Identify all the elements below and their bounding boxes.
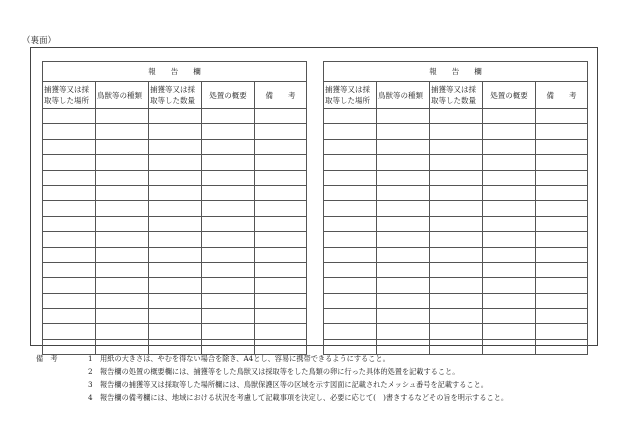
table-cell: [324, 155, 377, 170]
table-cell: [43, 293, 96, 308]
table-cell: [430, 262, 483, 277]
table-cell: [483, 293, 536, 308]
table-cell: [202, 170, 255, 185]
table-cell: [43, 124, 96, 139]
table-cell: [430, 185, 483, 200]
table-cell: [202, 109, 255, 124]
table-cell: [324, 247, 377, 262]
table-cell: [377, 216, 430, 231]
table-cell: [43, 201, 96, 216]
table-cell: [324, 324, 377, 339]
table-row: [324, 139, 588, 154]
table-cell: [377, 124, 430, 139]
table-row: [324, 170, 588, 185]
table-row: [43, 278, 307, 293]
header-species: 鳥獣等の種類: [96, 82, 149, 109]
table-cell: [483, 170, 536, 185]
table-cell: [536, 278, 588, 293]
table-cell: [483, 232, 536, 247]
table-cell: [430, 309, 483, 324]
table-cell: [43, 309, 96, 324]
table-cell: [149, 155, 202, 170]
table-cell: [377, 278, 430, 293]
note-text: 用紙の大きさは、やむを得ない場合を除き、A4とし、容易に携帯できるようにすること。: [100, 354, 390, 363]
table-cell: [149, 170, 202, 185]
table-cell: [43, 155, 96, 170]
table-cell: [255, 155, 307, 170]
table-row: [324, 124, 588, 139]
table-row: [43, 247, 307, 262]
table-cell: [43, 185, 96, 200]
table-row: [324, 232, 588, 247]
table-cell: [483, 124, 536, 139]
table-cell: [430, 232, 483, 247]
table-cell: [96, 293, 149, 308]
table-cell: [96, 201, 149, 216]
table-cell: [96, 309, 149, 324]
table-cell: [255, 124, 307, 139]
table-cell: [377, 232, 430, 247]
table-cell: [483, 201, 536, 216]
table-row: [324, 324, 588, 339]
table-cell: [149, 201, 202, 216]
table-row: [43, 201, 307, 216]
table-cell: [536, 247, 588, 262]
table-cell: [483, 262, 536, 277]
table-cell: [377, 324, 430, 339]
table-cell: [324, 232, 377, 247]
header-location: 捕獲等又は採取等した場所: [43, 82, 96, 109]
header-remarks: 備 考: [255, 82, 307, 109]
note-item: [36, 391, 508, 404]
table-cell: [96, 278, 149, 293]
table-cell: [255, 262, 307, 277]
table-cell: [377, 170, 430, 185]
table-cell: [483, 216, 536, 231]
table-cell: [430, 139, 483, 154]
header-disposition: 処置の概要: [202, 82, 255, 109]
note-item: [36, 352, 508, 365]
report-title: 報 告 欄: [324, 62, 588, 82]
header-disposition: 処置の概要: [483, 82, 536, 109]
table-cell: [149, 309, 202, 324]
table-cell: [324, 139, 377, 154]
table-cell: [43, 324, 96, 339]
table-cell: [430, 324, 483, 339]
table-cell: [377, 262, 430, 277]
table-cell: [255, 201, 307, 216]
note-number: 4: [88, 393, 93, 402]
table-cell: [43, 109, 96, 124]
table-cell: [255, 309, 307, 324]
table-row: [324, 309, 588, 324]
note-text: 報告欄の備考欄には、地域における状況を考慮して記載事項を決定し、必要に応じて( )書きするなどその旨を明示すること。: [100, 393, 509, 402]
table-cell: [377, 201, 430, 216]
table-cell: [149, 124, 202, 139]
table-cell: [149, 109, 202, 124]
note-item: [36, 378, 508, 391]
table-cell: [96, 109, 149, 124]
table-cell: [255, 293, 307, 308]
table-cell: [430, 124, 483, 139]
table-cell: [96, 232, 149, 247]
table-cell: [202, 216, 255, 231]
table-row: [324, 185, 588, 200]
notes-heading: 備 考: [36, 354, 58, 363]
table-cell: [536, 155, 588, 170]
table-cell: [536, 185, 588, 200]
table-cell: [536, 139, 588, 154]
table-cell: [96, 185, 149, 200]
table-cell: [43, 262, 96, 277]
note-number: 2: [88, 367, 93, 376]
table-cell: [483, 278, 536, 293]
table-cell: [430, 155, 483, 170]
table-cell: [149, 324, 202, 339]
table-row: [43, 309, 307, 324]
table-cell: [202, 232, 255, 247]
table-cell: [536, 124, 588, 139]
table-cell: [536, 109, 588, 124]
table-cell: [536, 201, 588, 216]
table-cell: [43, 216, 96, 231]
table-cell: [43, 232, 96, 247]
table-cell: [255, 278, 307, 293]
table-cell: [377, 293, 430, 308]
table-row: [43, 185, 307, 200]
table-cell: [483, 185, 536, 200]
table-cell: [202, 293, 255, 308]
table-row: [43, 124, 307, 139]
table-cell: [96, 262, 149, 277]
table-cell: [255, 247, 307, 262]
table-cell: [324, 170, 377, 185]
table-cell: [377, 155, 430, 170]
header-quantity: 捕獲等又は採取等した数量: [149, 82, 202, 109]
table-cell: [430, 170, 483, 185]
table-row: [43, 324, 307, 339]
table-cell: [377, 139, 430, 154]
table-cell: [377, 247, 430, 262]
note-number: 1: [88, 354, 93, 363]
table-cell: [43, 247, 96, 262]
table-cell: [202, 324, 255, 339]
table-cell: [149, 278, 202, 293]
table-cell: [377, 185, 430, 200]
table-cell: [377, 309, 430, 324]
table-cell: [149, 185, 202, 200]
table-cell: [430, 293, 483, 308]
table-cell: [202, 201, 255, 216]
table-cell: [536, 309, 588, 324]
table-cell: [202, 262, 255, 277]
table-cell: [202, 185, 255, 200]
table-cell: [202, 247, 255, 262]
side-label: （裏面）: [22, 36, 57, 46]
table-row: [324, 293, 588, 308]
table-cell: [149, 293, 202, 308]
table-cell: [202, 124, 255, 139]
table-cell: [324, 293, 377, 308]
table-cell: [255, 170, 307, 185]
table-row: [43, 139, 307, 154]
table-cell: [149, 232, 202, 247]
table-row: [43, 262, 307, 277]
table-cell: [255, 232, 307, 247]
report-form-frame: [30, 47, 598, 346]
header-quantity: 捕獲等又は採取等した数量: [430, 82, 483, 109]
table-cell: [430, 247, 483, 262]
table-cell: [255, 216, 307, 231]
report-table-right: [323, 61, 588, 355]
table-row: [324, 216, 588, 231]
table-cell: [536, 324, 588, 339]
table-cell: [483, 109, 536, 124]
table-cell: [536, 216, 588, 231]
table-cell: [149, 262, 202, 277]
table-cell: [483, 324, 536, 339]
table-cell: [536, 170, 588, 185]
note-item: [36, 365, 508, 378]
table-cell: [202, 278, 255, 293]
note-text: 報告欄の処置の概要欄には、捕獲等をした鳥獣又は採取等をした鳥類の卵に行った具体的処置を記載すること。: [100, 367, 460, 376]
table-cell: [377, 109, 430, 124]
table-row: [324, 201, 588, 216]
table-row: [43, 293, 307, 308]
table-cell: [202, 309, 255, 324]
table-row: [43, 232, 307, 247]
table-cell: [43, 170, 96, 185]
table-cell: [149, 139, 202, 154]
table-cell: [483, 247, 536, 262]
table-cell: [43, 278, 96, 293]
table-cell: [255, 139, 307, 154]
table-cell: [324, 185, 377, 200]
table-row: [43, 109, 307, 124]
table-cell: [324, 278, 377, 293]
table-cell: [96, 324, 149, 339]
table-cell: [96, 247, 149, 262]
table-cell: [430, 201, 483, 216]
report-table-left: [42, 61, 307, 355]
table-cell: [536, 339, 588, 354]
table-row: [43, 155, 307, 170]
table-cell: [96, 124, 149, 139]
table-cell: [43, 139, 96, 154]
table-cell: [324, 124, 377, 139]
table-cell: [430, 109, 483, 124]
table-cell: [324, 216, 377, 231]
header-location: 捕獲等又は採取等した場所: [324, 82, 377, 109]
header-remarks: 備 考: [536, 82, 588, 109]
table-cell: [96, 155, 149, 170]
table-cell: [96, 216, 149, 231]
table-row: [43, 216, 307, 231]
table-row: [324, 262, 588, 277]
table-cell: [255, 109, 307, 124]
table-cell: [536, 262, 588, 277]
table-cell: [96, 139, 149, 154]
table-cell: [324, 201, 377, 216]
table-cell: [149, 247, 202, 262]
table-row: [324, 278, 588, 293]
table-cell: [324, 262, 377, 277]
note-text: 報告欄の捕獲等又は採取等した場所欄には、鳥獣保護区等の区域を示す図面に記載されたメッシュ番号を記載すること。: [100, 380, 488, 389]
table-cell: [483, 309, 536, 324]
note-number: 3: [88, 380, 93, 389]
table-cell: [255, 324, 307, 339]
table-row: [43, 170, 307, 185]
table-cell: [96, 170, 149, 185]
table-cell: [430, 278, 483, 293]
table-cell: [483, 139, 536, 154]
table-cell: [202, 139, 255, 154]
notes-section: [36, 352, 508, 404]
table-cell: [324, 309, 377, 324]
table-cell: [483, 155, 536, 170]
report-title: 報 告 欄: [43, 62, 307, 82]
table-row: [324, 247, 588, 262]
header-species: 鳥獣等の種類: [377, 82, 430, 109]
table-cell: [536, 232, 588, 247]
table-cell: [202, 155, 255, 170]
table-row: [324, 155, 588, 170]
table-row: [324, 109, 588, 124]
table-cell: [149, 216, 202, 231]
table-cell: [430, 216, 483, 231]
table-cell: [536, 293, 588, 308]
table-cell: [255, 185, 307, 200]
table-cell: [324, 109, 377, 124]
